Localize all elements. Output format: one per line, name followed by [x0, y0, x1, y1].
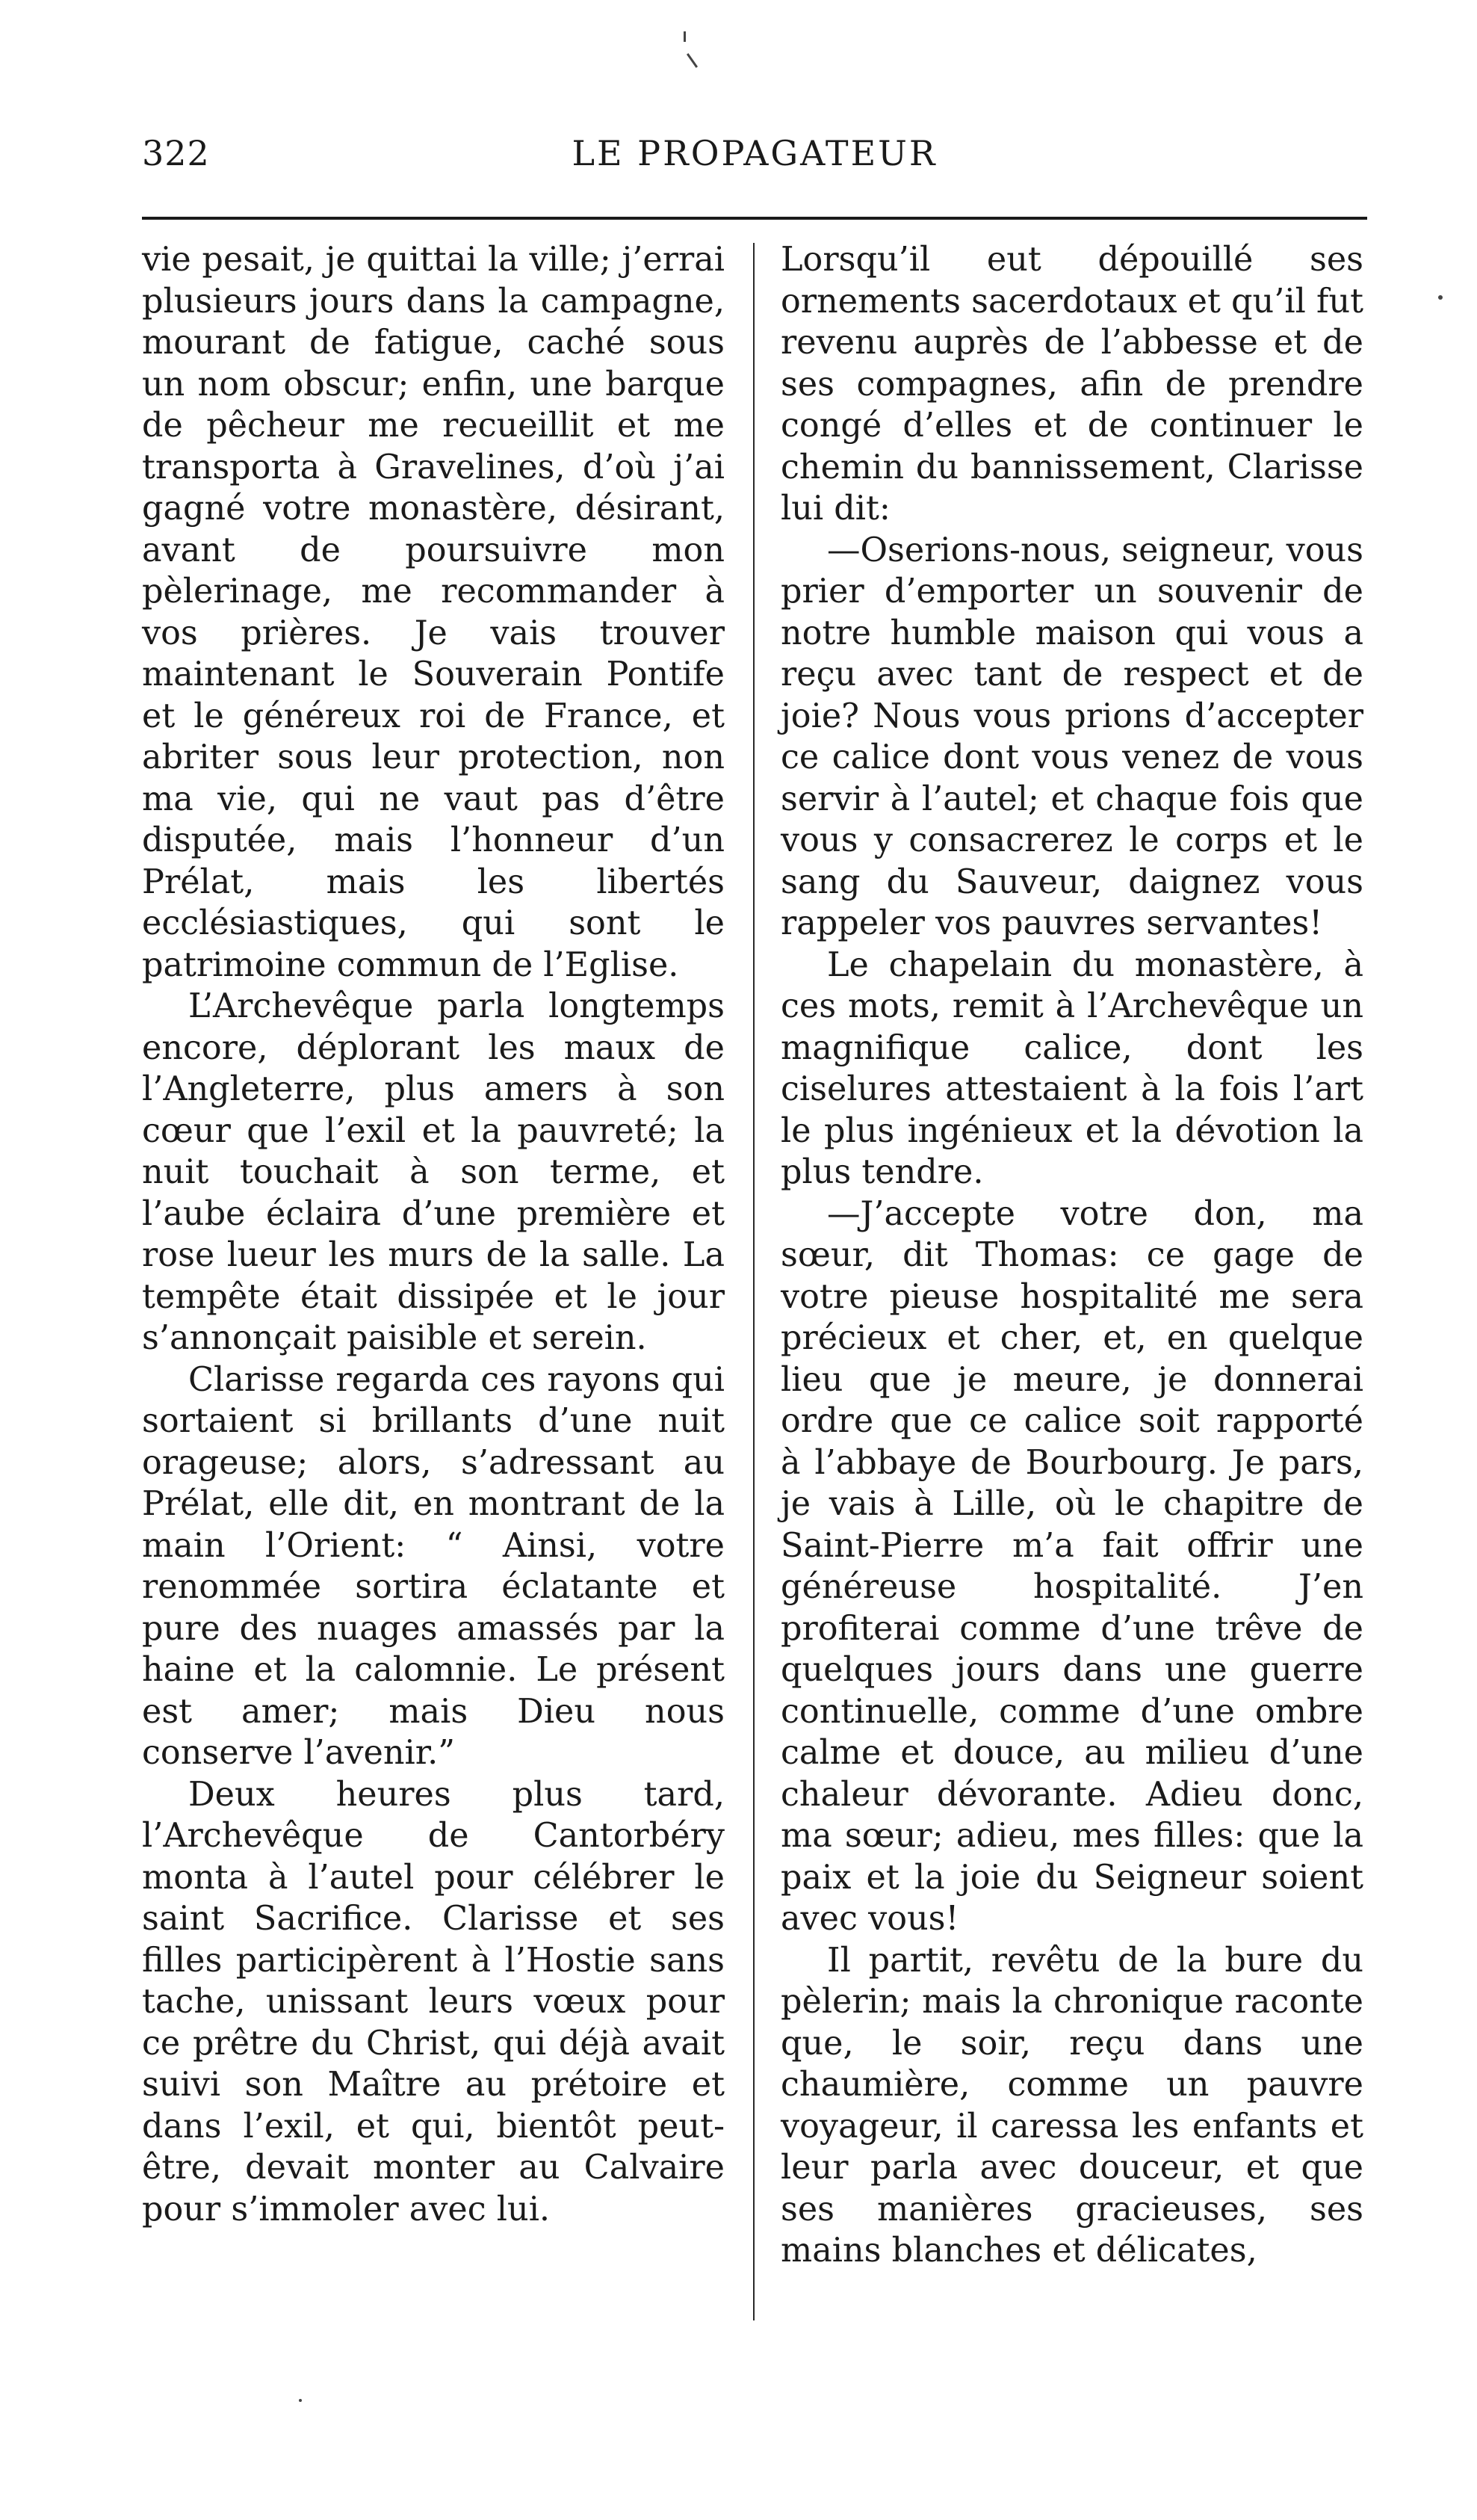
paragraph: Il partit, revêtu de la bure du pèlerin; mais la chronique raconte que, le soir, reçu dans une chaumière, comme un pauvre voyageur, il caressa les enfants et leur parla avec douceur, et que ses manières gracieuses, ses mains blanches et délicates, [781, 1941, 1363, 2270]
paragraph: L’Archevêque parla longtemps encore, déplorant les maux de l’Angleterre, plus amers à son cœur que l’exil et la pauvreté; la nuit touchait à son terme, et l’aube éclaira d’une première et rose lueur les murs de la salle. La tempête était dissipée et le jour s’annonçait paisible et serein. [142, 987, 725, 1357]
paragraph: Le chapelain du monastère, à ces mots, remit à l’Archevêque un magnifique calice, dont les ciselures attestaient à la fois l’art le plus ingénieux et la dévotion la plus tendre. [781, 945, 1363, 1191]
ink-speck [684, 31, 686, 42]
ink-speck [1438, 295, 1443, 300]
paragraph: Deux heures plus tard, l’Archevêque de Cantorbéry monta à l’autel pour célébrer le saint Sacrifice. Clarisse et ses filles participèrent à l’Hostie sans tache, unissant leurs vœux pour ce prêtre du Christ, qui déjà avait suivi son Maître au prétoire et dans l’exil, et qui, bientôt peut-être, devait monter au Calvaire pour s’immoler avec lui. [142, 1775, 725, 2229]
paragraph: —J’accepte votre don, ma sœur, dit Thomas: ce gage de votre pieuse hospitalité me sera précieux et cher, et, en quelque lieu que je meure, je donnerai ordre que ce calice soit rapporté à l’abbaye de Bourbourg. Je pars, je vais à Lille, où le chapitre de Saint-Pierre m’a fait offrir une généreuse hospitalité. J’en profiterai comme d’une trêve de quelques jours dans une guerre continuelle, comme d’une ombre calme et douce, au milieu d’une chaleur dévorante. Adieu donc, ma sœur; adieu, mes filles: que la paix et la joie du Seigneur soient avec vous! [781, 1194, 1363, 1938]
ink-speck [687, 53, 698, 68]
right-column [781, 239, 1363, 2377]
left-column [142, 239, 725, 2377]
paragraph: vie pesait, je quittai la ville; j’errai plusieurs jours dans la campagne, mourant de fatigue, caché sous un nom obscur; enfin, une barque de pêcheur me recueillit et me transporta à Gravelines, d’où j’ai gagné votre monastère, désirant, avant de poursuivre mon pèlerinage, me recommander à vos prières. Je vais trouver maintenant le Souverain Pontife et le généreux roi de France, et abriter sous leur protection, non ma vie, qui ne vaut pas d’être disputée, mais l’honneur d’un Prélat, mais les libertés ecclésiastiques, qui sont le patrimoine commun de l’Eglise. [142, 241, 725, 984]
paragraph: Lorsqu’il eut dépouillé ses ornements sacerdotaux et qu’il fut revenu auprès de l’abbesse et de ses compagnes, afin de prendre congé d’elles et de continuer le chemin du bannissement, Clarisse lui dit: [781, 241, 1363, 528]
column-divider [753, 243, 755, 2320]
paragraph: —Oserions-nous, seigneur, vous prier d’emporter un souvenir de notre humble maison qui vous a reçu avec tant de respect et de joie? Nous vous prions d’accepter ce calice dont vous venez de vous servir à l’autel; et chaque fois que vous y consacrerez le corps et le sang du Sauveur, daignez vous rappeler vos pauvres servantes! [781, 531, 1363, 942]
page-header [142, 127, 1367, 187]
paragraph: Clarisse regarda ces rayons qui sortaient si brillants d’une nuit orageuse; alors, s’adressant au Prélat, elle dit, en montrant de la main l’Orient: “ Ainsi, votre renommée sortira éclatante et pure des nuages amassés par la haine et la calomnie. Le présent est amer; mais Dieu nous conserve l’avenir.” [142, 1360, 725, 1772]
page-number: 322 [142, 133, 210, 173]
ink-speck [299, 2399, 302, 2402]
running-title: LE PROPAGATEUR [572, 133, 938, 173]
header-rule [142, 217, 1367, 220]
